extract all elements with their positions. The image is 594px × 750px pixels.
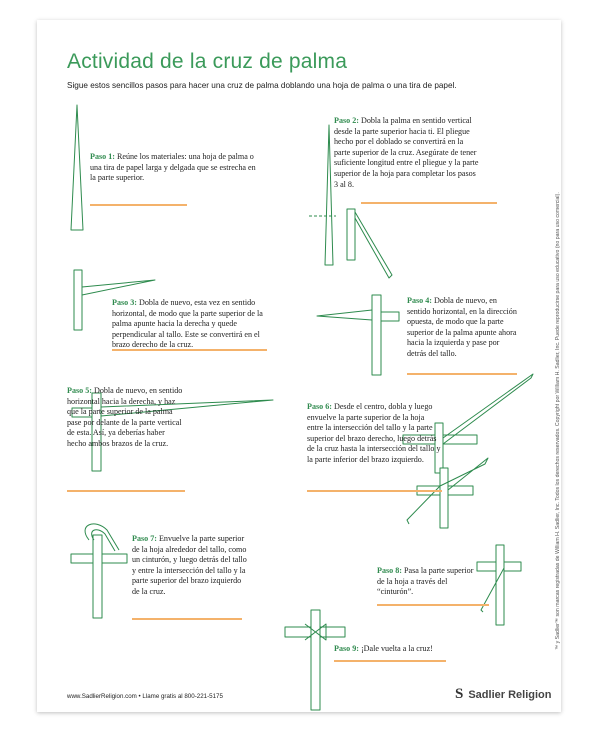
right-arm-step3 (82, 280, 155, 295)
left-arm-step7 (71, 554, 93, 563)
brand-logo (455, 686, 551, 703)
step-text: Dobla de nuevo, esta vez en sentido horizontal, de modo que la parte superior de la palma apunte hacia la derecha y quede perpendicular al tallo. Este se convertirá en el brazo derecho de la cruz. (112, 298, 263, 350)
step-label: Paso 8: (377, 566, 402, 575)
palm-leaf-step1 (71, 105, 83, 230)
palm-leaf-step2 (325, 125, 333, 265)
left-arm-step8 (477, 562, 496, 571)
folded-tip-step2 (355, 212, 392, 278)
divider (377, 604, 489, 606)
brand-name: Sadlier Religion (468, 688, 552, 701)
step-5 (67, 386, 185, 450)
divider (407, 373, 517, 375)
divider (67, 490, 185, 492)
step-3 (112, 298, 267, 351)
stem-step3 (74, 270, 82, 330)
stem-step8 (496, 545, 504, 625)
step-label: Paso 2: (334, 116, 359, 125)
right-arm-step7 (102, 554, 127, 563)
step-2 (334, 116, 479, 190)
divider (90, 204, 187, 206)
step-1 (90, 152, 260, 184)
step-text: Pasa la parte superior de la hoja a través del “cinturón”. (377, 566, 474, 597)
wrap-step6a (443, 374, 533, 444)
step-text: Dobla la palma en sentido vertical desde la parte superior hacia ti. El pliegue hecho por el doblado se convertirá en la parte superior de la cruz. Asegúrate de tener suficiente longitud entre el pliegue y la parte superior de la hoja para completar los pasos 3 al 8. (334, 116, 479, 189)
step-9 (334, 644, 464, 655)
step-6 (307, 402, 442, 466)
stem-step6b (440, 468, 448, 528)
stem-step9 (311, 610, 320, 710)
footer-contact: www.SadlierReligion.com • Llame gratis al 800-221-5175 (67, 693, 223, 700)
stem-step7 (93, 535, 102, 618)
page-title: Actividad de la cruz de palma (67, 50, 348, 73)
step-label: Paso 3: (112, 298, 137, 307)
step-8 (377, 566, 477, 598)
step-text: Dobla de nuevo, en sentido horizontal, en la dirección opuesta, de modo que la parte superior de la palma apunte ahora hacia la izquierda y pase por detrás del tallo. (407, 296, 517, 358)
step-text: Reúne los materiales: una hoja de palma o una tira de papel larga y delgada que se estrecha en la parte superior. (90, 152, 256, 183)
step-text: Dobla de nuevo, en sentido horizontal hacia la derecha, y haz que la parte superior de la palma pase por delante de la parte vertical de esta. Así, ya deberías haber hecho ambos brazos de la cruz. (67, 386, 183, 448)
copyright-sidebar (548, 180, 561, 650)
divider (112, 349, 267, 351)
copyright-text: ™ y Sadlier™ son marcas registradas de William H. Sadlier, Inc. Todos los derechos reservados. Copyright por William H. Sadlier, Inc. Puede reproducirse para uso educativo (no para uso comercial). (555, 192, 561, 650)
step-label: Paso 5: (67, 386, 92, 395)
divider (307, 490, 442, 492)
right-arm-step9 (320, 627, 345, 637)
step-text: ¡Dale vuelta a la cruz! (358, 644, 433, 653)
divider (132, 618, 242, 620)
step-text: Desde el centro, dobla y luego envuelve la parte superior de la hoja entre la intersección del tallo y la parte superior del brazo derecho, luego detrás de la cruz hasta la intersección del tallo y la parte inferior del brazo izquierdo. (307, 402, 441, 464)
step-label: Paso 6: (307, 402, 332, 411)
sadlier-logo-icon: S (455, 686, 464, 702)
step-text: Envuelve la parte superior de la hoja alrededor del tallo, como un cinturón, y luego detrás del tallo y entre la intersección del tallo y la parte superior del brazo izquierdo de la cruz. (132, 534, 247, 596)
folded-leaf-step2 (347, 209, 355, 260)
right-arm-step6a (443, 435, 477, 444)
right-arm-step8 (504, 562, 521, 571)
step-label: Paso 7: (132, 534, 157, 543)
illustrations (37, 20, 561, 712)
intro-text: Sigue estos sencillos pasos para hacer una cruz de palma doblando una hoja de palma o una tira de papel. (67, 81, 457, 90)
stem-step4 (372, 295, 381, 375)
right-arm-step4 (381, 312, 399, 321)
left-arm-step9 (285, 627, 311, 637)
left-arm-step4 (317, 310, 372, 320)
divider (361, 202, 497, 204)
step-4 (407, 296, 517, 360)
step-label: Paso 4: (407, 296, 432, 305)
divider (334, 660, 446, 662)
step-7 (132, 534, 247, 598)
worksheet-page (37, 20, 561, 712)
step-label: Paso 9: (334, 644, 359, 653)
step-label: Paso 1: (90, 152, 115, 161)
